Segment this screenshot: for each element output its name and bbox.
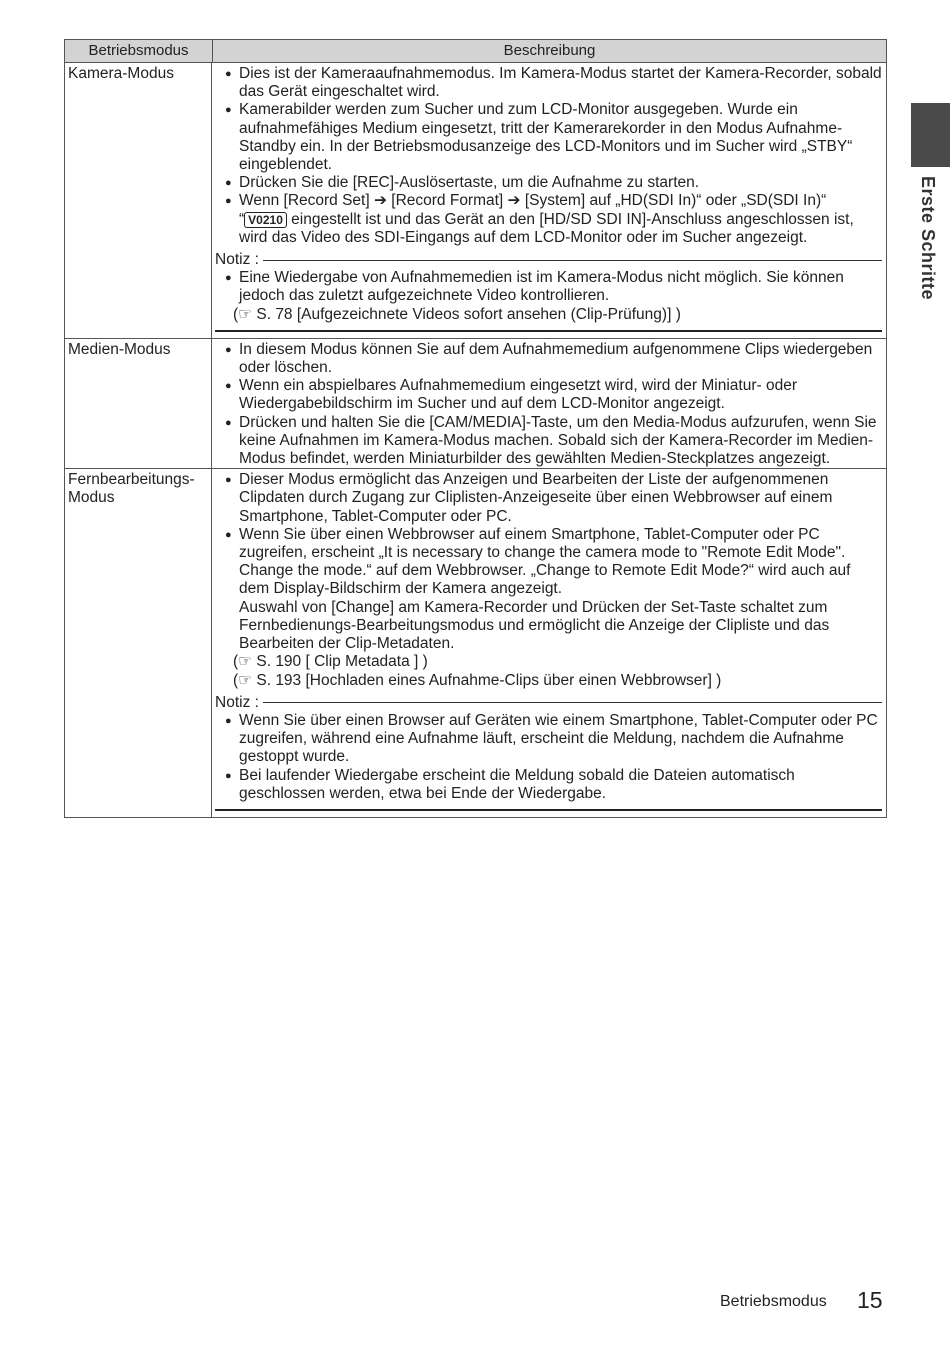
chapter-label: Erste Schritte — [918, 176, 938, 301]
divider — [263, 702, 882, 703]
version-badge: V0210 — [244, 212, 287, 228]
mode-table — [64, 39, 887, 818]
divider — [215, 809, 882, 811]
divider — [215, 330, 882, 332]
cross-reference: (☞ S. 78 [Aufgezeichnete Videos sofort ansehen (Clip-Prüfung)] ) — [233, 305, 681, 323]
table-row-medien — [65, 339, 886, 469]
list-item: ● Wenn [Record Set] ➔ [Record Format] ➔ [System] auf „HD(SDI In)“ oder „SD(SDI In)“ “ V0210 eingestellt ist und das Gerät an den [HD/SD SDI IN]-Anschluss angeschlossen ist, wird das Video des SDI-Eingangs auf dem LCD-Monitor oder im Sucher angezeigt. — [215, 192, 882, 247]
note-label: Notiz : — [215, 693, 259, 711]
mode-description — [212, 339, 886, 468]
note-item: ● Eine Wiedergabe von Aufnahmemedien ist im Kamera-Modus nicht möglich. Sie können jedoch das zuletzt aufgezeichnete Video kontrollieren. — [215, 269, 882, 305]
note-item: ● Bei laufender Wiedergabe erscheint die Meldung sobald die Dateien automatisch geschlossen werden, etwa bei Ende der Wiedergabe. — [215, 767, 882, 803]
note-header — [215, 251, 882, 269]
mode-name: Fernbearbeitungs-Modus — [65, 469, 212, 817]
mode-name: Medien-Modus — [65, 339, 212, 468]
list-item: ● Dies ist der Kameraaufnahmemodus. Im Kamera-Modus startet der Kamera-Recorder, sobald das Gerät eingeschaltet wird. — [215, 65, 882, 101]
list-item: ● Dieser Modus ermöglicht das Anzeigen und Bearbeiten der Liste der aufgenommenen Clipdaten durch Zugang zur Cliplisten-Anzeigeseite über einen Webbrowser auf einem Smartphone, Tablet-Computer oder PC. — [215, 471, 882, 526]
divider — [263, 260, 882, 261]
mode-description — [212, 63, 886, 338]
chapter-tab-marker — [911, 103, 950, 167]
list-item: ● Drücken und halten Sie die [CAM/MEDIA]-Taste, um den Media-Modus aufzurufen, wenn Sie keine Aufnahmen im Kamera-Modus machen. Sobald sich der Kamera-Recorder im Medien-Modus befindet, werden Miniaturbilder des gewählten Medien-Steckplatzes angezeigt. — [215, 414, 882, 469]
note-label: Notiz : — [215, 251, 259, 269]
mode-description — [212, 469, 886, 817]
list-item-text: Wenn [Record Set] ➔ [Record Format] ➔ [System] auf „HD(SDI In)“ oder „SD(SDI In)“ — [239, 192, 827, 210]
cross-reference: (☞ S. 190 [ Clip Metadata ] ) — [233, 653, 428, 671]
list-item: ● Wenn Sie über einen Webbrowser auf einem Smartphone, Tablet-Computer oder PC zugreifen, erscheint „It is necessary to change the camera mode to "Remote Edit Mode". Change the mode.“ auf dem Webbrowser. „Change to Remote Edit Mode?“ wird auch auf dem Display-Bildschirm der Kamera angezeigt. — [215, 526, 882, 599]
list-item: ● Kamerabilder werden zum Sucher und zum LCD-Monitor ausgegeben. Wurde ein aufnahmefähiges Medium eingesetzt, tritt der Kamerarekorder in den Modus Aufnahme-Standby ein. In der Betriebsmodusanzeige des LCD-Monitors und im Sucher wird „STBY“ eingeblendet. — [215, 101, 882, 174]
list-item: ● In diesem Modus können Sie auf dem Aufnahmemedium aufgenommene Clips wiedergeben oder löschen. — [215, 341, 882, 377]
list-item: ● Wenn ein abspielbares Aufnahmemedium eingesetzt wird, wird der Miniatur- oder Wiedergabebildschirm im Sucher und auf dem LCD-Monitor angezeigt. — [215, 377, 882, 413]
note-item: ● Wenn Sie über einen Browser auf Geräten wie einem Smartphone, Tablet-Computer oder PC zugreifen, während eine Aufnahme läuft, erscheint die Meldung, nachdem die Aufnahme gestoppt wurde. — [215, 712, 882, 767]
list-item-continuation: Auswahl von [Change] am Kamera-Recorder und Drücken der Set-Taste schaltet zum Fernbedienungs-Bearbeitungsmodus und ermöglicht die Anzeige der Clipliste und das Bearbeiten der Clip-Metadaten. — [239, 598, 830, 653]
page-number: 15 — [857, 1287, 883, 1313]
note-header — [215, 694, 882, 712]
list-item-text: eingestellt ist und das Gerät an den [HD/SD SDI IN]-Anschluss angeschlossen ist, wird das Video des SDI-Eingangs auf dem LCD-Monitor oder im Sucher angezeigt. — [239, 210, 854, 246]
mode-name: Kamera-Modus — [65, 63, 212, 338]
cross-reference: (☞ S. 193 [Hochladen eines Aufnahme-Clips über einen Webbrowser] ) — [233, 671, 722, 689]
footer-section-title: Betriebsmodus — [720, 1293, 827, 1310]
header-mode: Betriebsmodus — [65, 40, 213, 62]
header-description: Beschreibung — [503, 42, 596, 59]
list-item: ● Drücken Sie die [REC]-Auslösertaste, um die Aufnahme zu starten. — [215, 174, 882, 192]
table-header — [65, 40, 886, 63]
table-row-fernbearbeitung — [65, 469, 886, 817]
table-row-kamera — [65, 63, 886, 339]
